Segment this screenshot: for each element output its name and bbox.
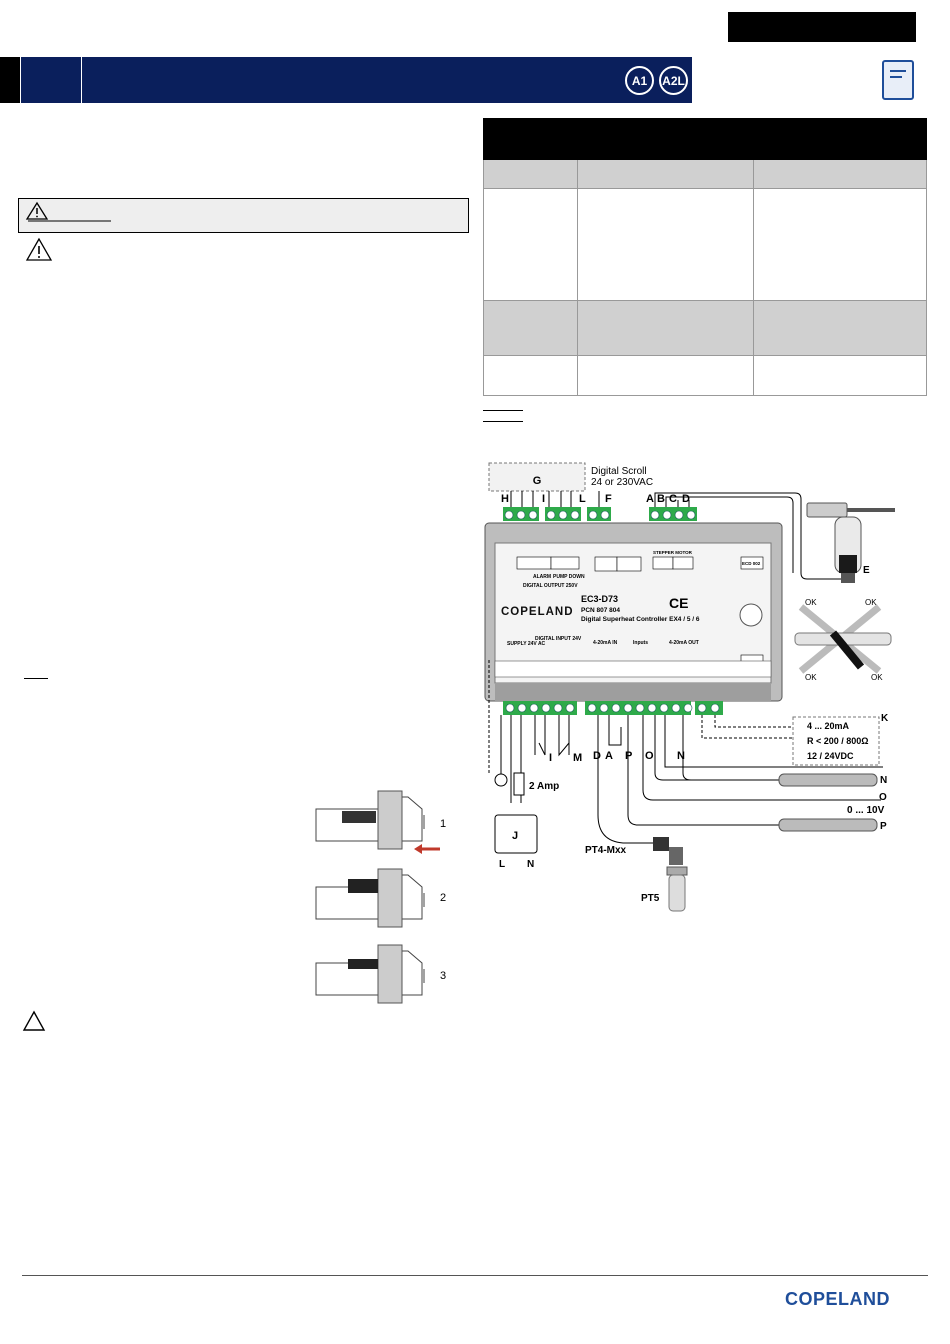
table-row — [484, 189, 927, 301]
group-label: G — [532, 475, 542, 487]
ok-label: OK — [805, 673, 817, 682]
header-bar-left — [0, 57, 20, 103]
k-line: 4 ... 20mA — [807, 721, 850, 731]
section-label: DIGITAL INPUT 24V — [535, 636, 582, 642]
terminal-label: B — [657, 493, 665, 505]
wire-label: D — [593, 750, 601, 762]
step-number: 2 — [440, 892, 447, 904]
section-label: SUPPLY 24V AC — [507, 641, 546, 647]
header-bar-section — [21, 57, 81, 103]
header-black-box — [728, 12, 916, 42]
earth-icon — [495, 774, 507, 786]
wire-label: N — [677, 750, 685, 762]
section-label: 4-20mA IN — [593, 640, 618, 646]
din-rail-mounting-steps — [312, 785, 452, 1005]
header-bar-title — [82, 57, 692, 103]
sensor-pt5-label: PT5 — [641, 893, 660, 904]
refrigerant-badge-a1: A1 — [625, 66, 654, 95]
mounting-step — [316, 945, 446, 1003]
valve-label: E — [863, 565, 870, 576]
table-note-line — [483, 410, 523, 411]
terminal-label: L — [579, 493, 586, 505]
step-number: 3 — [440, 970, 447, 982]
section-label: 4-20mA OUT — [669, 640, 699, 646]
terminal-label: A — [646, 493, 654, 505]
recycling-icon — [740, 604, 762, 626]
k-label: K — [881, 713, 889, 724]
valve-body-top — [807, 503, 847, 517]
terminal-label: D — [682, 493, 690, 505]
valve-orientation-icon — [795, 598, 891, 682]
warning-banner — [18, 198, 469, 233]
wire-label: P — [625, 750, 633, 762]
step-number: 1 — [440, 818, 447, 830]
temperature-sensor — [779, 774, 877, 786]
fuse — [514, 773, 524, 795]
table-row — [484, 160, 927, 189]
table-row — [484, 301, 927, 356]
document-icon[interactable] — [882, 60, 914, 100]
warning-icon — [24, 237, 54, 263]
warning-icon — [25, 201, 115, 225]
table-header-row — [484, 119, 927, 160]
refrigerant-badge-a2l: A2L — [659, 66, 688, 95]
ok-label: OK — [805, 598, 817, 607]
product-name: Digital Superheat Controller EX4 / 5 / 6 — [581, 616, 700, 623]
caution-icon — [22, 1010, 46, 1032]
footer-divider — [22, 1275, 928, 1276]
k-line: R < 200 / 800Ω — [807, 736, 869, 746]
mounting-step — [316, 869, 446, 927]
pcn-number: PCN 807 804 — [581, 607, 621, 614]
pressure-sensor — [779, 819, 877, 831]
ok-label: OK — [871, 673, 883, 682]
section-label: DIGITAL OUTPUT 250V — [523, 583, 578, 589]
transformer-pin: N — [527, 859, 535, 870]
table-row — [484, 356, 927, 396]
supply-label-2: 24 or 230VAC — [591, 477, 654, 488]
section-label: STEPPER MOTOR — [653, 550, 692, 555]
terminal-label: C — [669, 493, 677, 505]
section-label: ECD 002 — [742, 561, 761, 566]
cable-label: PT4-Mxx — [585, 845, 627, 856]
fuse-label: 2 Amp — [529, 781, 560, 792]
sensor-label: N — [880, 775, 888, 786]
note-underline — [24, 678, 48, 679]
pressure-transmitter — [669, 875, 685, 911]
terminal-label: H — [501, 493, 509, 505]
section-label: ALARM — [533, 574, 552, 580]
wire-label: A — [605, 750, 613, 762]
terminal-label: I — [542, 493, 546, 505]
section-label: PUMP DOWN — [553, 574, 585, 580]
model-number: EC3-D73 — [581, 594, 619, 604]
connector — [653, 837, 669, 851]
sensor-label: O — [879, 792, 887, 803]
spec-table — [483, 118, 927, 396]
ce-mark: CE — [669, 595, 689, 611]
terminal-label: F — [605, 493, 612, 505]
ok-label: OK — [865, 598, 877, 607]
wire-label: I — [549, 752, 553, 764]
panel-brand: COPELAND — [501, 606, 574, 618]
footer-brand-logo: COPELAND — [785, 1289, 891, 1309]
supply-label-1: Digital Scroll — [591, 466, 647, 477]
wire-label: M — [573, 752, 583, 764]
k-line: 12 / 24VDC — [807, 751, 854, 761]
transformer-label: J — [512, 830, 519, 842]
mounting-step — [316, 791, 446, 854]
wiring-diagram — [483, 455, 903, 925]
section-label: Inputs — [633, 640, 648, 646]
sensor-label: 0 ... 10V — [847, 805, 885, 816]
wire-label: O — [645, 750, 654, 762]
valve-coil-base — [839, 555, 857, 573]
connector-plug — [669, 847, 683, 865]
transformer-pin: L — [499, 859, 506, 870]
table-note-line — [483, 421, 523, 422]
sensor-label: P — [880, 821, 887, 832]
